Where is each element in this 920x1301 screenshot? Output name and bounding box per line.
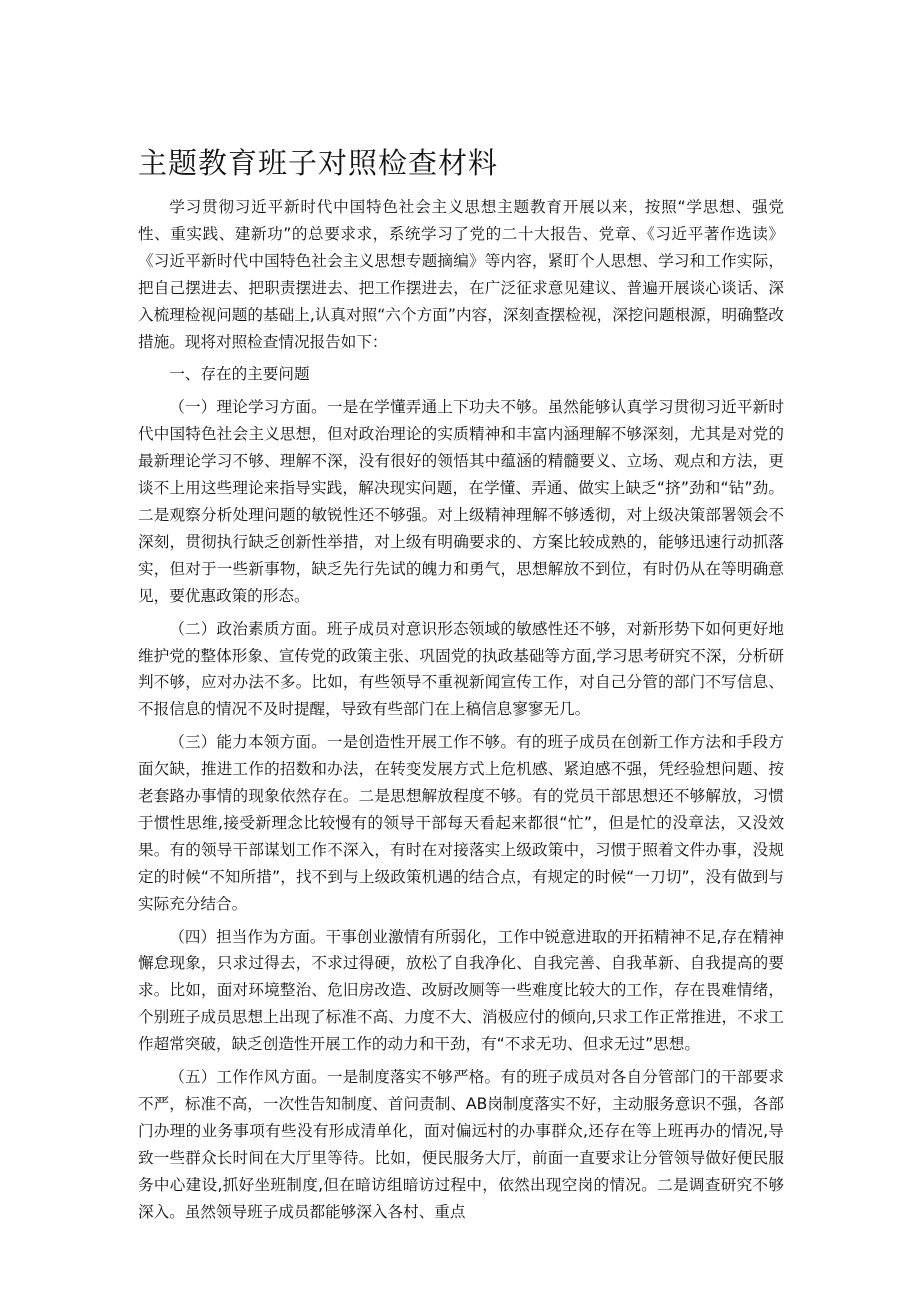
paragraph-work-style: （五）工作作风方面。一是制度落实不够严格。有的班子成员对各自分管部门的干部要求不严，标准不高，一次性告知制度、首问责制、AB岗制度落实不好，主动服务意识不强，各部门办理的业务事项有些没有形成清单化，面对偏远村的办事群众,还存在等上班再办的情况,导致一些群众长时间在大厅里等待。比如，便民服务大厅，前面一直要求让分管领导做好便民服务中心建设,抓好坐班制度,但在暗访组暗访过程中，依然出现空岗的情况。二是调查研究不够深入。虽然领导班子成员都能够深入各村、重点 bbox=[138, 1068, 784, 1221]
document-body bbox=[138, 194, 784, 1226]
document-title: 主题教育班子对照检查材料 bbox=[138, 146, 499, 180]
section-heading: 一、存在的主要问题 bbox=[169, 365, 310, 384]
paragraph-responsibility: （四）担当作为方面。干事创业激情有所弱化，工作中锐意进取的开拓精神不足,存在精神懈怠现象，只求过得去，不求过得硬，放松了自我净化、自我完善、自我革新、自我提高的要求。比如，面对环境整治、危旧房改造、改厨改厕等一些难度比较大的工作，存在畏难情绪，个别班子成员思想上出现了标准不高、力度不大、消极应付的倾向,只求工作正常推进，不求工作超常突破，缺乏创造性开展工作的动力和干劲，有“不求无功、但求无过”思想。 bbox=[138, 927, 784, 1054]
paragraph-theory-study: （一）理论学习方面。一是在学懂弄通上下功夫不够。虽然能够认真学习贯彻习近平新时代中国特色社会主义思想，但对政治理论的实质精神和丰富内涵理解不够深刻，尤其是对党的最新理论学习不够、理解不深，没有很好的领悟其中蕴涵的精髓要义、立场、观点和方法，更谈不上用这些理论来指导实践，解决现实问题，在学懂、弄通、做实上缺乏“挤”劲和“钻”劲。二是观察分析处理问题的敏锐性还不够强。对上级精神理解不够透彻，对上级决策部署领会不深刻，贯彻执行缺乏创新性举措，对上级有明确要求的、方案比较成熟的，能够迅速行动抓落实，但对于一些新事物，缺乏先行先试的魄力和勇气，思想解放不到位，有时仍从在等明确意见，要优惠政策的形态。 bbox=[138, 398, 784, 605]
paragraph-political-quality: （二）政治素质方面。班子成员对意识形态领域的敏感性还不够，对新形势下如何更好地维护党的整体形象、宣传党的政策主张、巩固党的执政基础等方面,学习思考研究不深，分析研判不够，应对办法不多。比如，有些领导不重视新闻宣传工作，对自己分管的部门不写信息、不报信息的情况不及时提醒，导致有些部门在上稿信息寥寥无几。 bbox=[138, 619, 784, 719]
intro-paragraph: 学习贯彻习近平新时代中国特色社会主义思想主题教育开展以来，按照“学思想、强党性、重实践、建新功”的总要求求，系统学习了党的二十大报告、党章、《习近平著作选读》《习近平新时代中国特色社会主义思想专题摘编》等内容，紧盯个人思想、学习和工作实际，把自己摆进去、把职责摆进去、把工作摆进去，在广泛征求意见建议、普遍开展谈心谈话、深入梳理检视问题的基础上,认真对照“六个方面”内容，深刻查摆检视，深挖问题根源，明确整改措施。现将对照检查情况报告如下： bbox=[138, 198, 784, 351]
paragraph-capability: （三）能力本领方面。一是创造性开展工作不够。有的班子成员在创新工作方法和手段方面欠缺，推进工作的招数和办法，在转变发展方式上危机感、紧迫感不强，凭经验想问题、按老套路办事情的现象依然存在。二是思想解放程度不够。有的党员干部思想还不够解放，习惯于惯性思维,接受新理念比较慢有的领导干部每天看起来都很“忙”，但是忙的没章法，又没效果。有的领导干部谋划工作不深入，有时在对接落实上级政策中，习惯于照着文件办事，没规定的时候“不知所措”，找不到与上级政策机遇的结合点，有规定的时候“一刀切”，没有做到与实际充分结合。 bbox=[138, 733, 784, 913]
